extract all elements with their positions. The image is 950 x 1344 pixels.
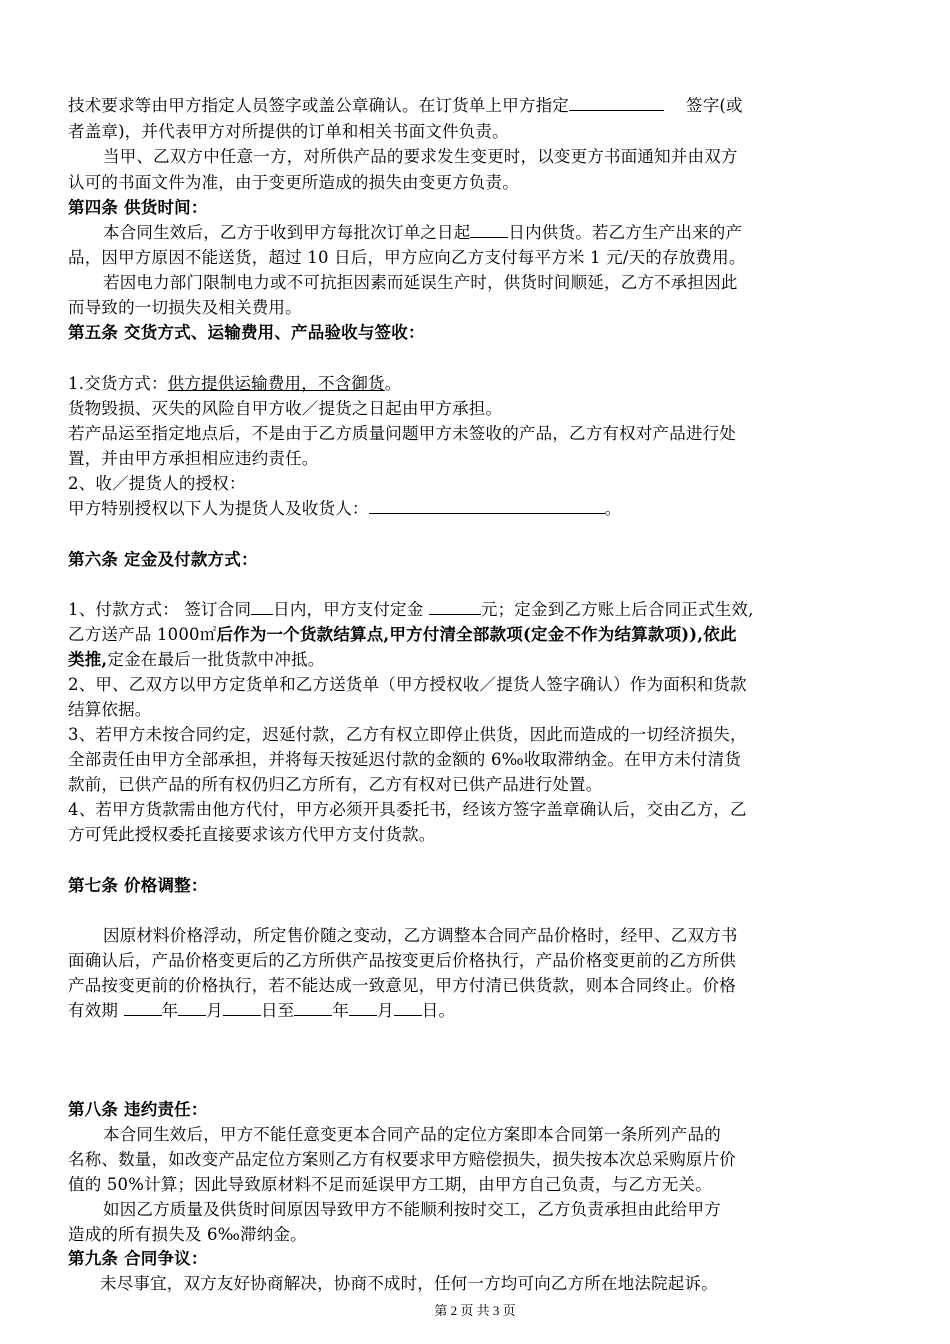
text-line: 类推,定金在最后一批货款中冲抵。 bbox=[68, 650, 325, 669]
year-blank[interactable] bbox=[124, 999, 162, 1016]
text-line: 若产品运至指定地点后，不是由于乙方质量问题甲方未签收的产品，乙方有权对产品进行处 bbox=[68, 424, 736, 443]
day-blank[interactable] bbox=[223, 999, 261, 1016]
month-blank[interactable] bbox=[349, 999, 377, 1016]
article-9-heading: 第九条 合同争议： bbox=[68, 1249, 208, 1268]
article-5-heading: 第五条 交货方式、运输费用、产品验收与签收： bbox=[68, 323, 425, 342]
text-line: 2、甲、乙双方以甲方定货单和乙方送货单（甲方授权收／提货人签字确认）作为面积和货款 bbox=[68, 675, 747, 694]
text-line: 认可的书面文件为准，由于变更所造成的损失由变更方负责。 bbox=[68, 173, 519, 192]
text-line: 面确认后，产品价格变更后的乙方所供产品按变更后价格执行，产品价格变更前的乙方所供 bbox=[68, 951, 736, 970]
text-line: 值的 50%计算；因此导致原材料不足而延误甲方工期，由甲方自己负责，与乙方无关。 bbox=[68, 1175, 712, 1194]
text-line: 产品按变更前的价格执行，若不能达成一致意见，甲方付清已供货款，则本合同终止。价格 bbox=[68, 976, 736, 995]
blank-field[interactable] bbox=[470, 221, 508, 238]
text-line: 名称、数量，如改变产品定位方案则乙方有权要求甲方赔偿损失，损失按本次总采购原片价 bbox=[68, 1150, 736, 1169]
text-line: 款前，已供产品的所有权仍归乙方所有，乙方有权对已供产品进行处置。 bbox=[68, 775, 603, 794]
text-line: 4、若甲方货款需由他方代付，甲方必须开具委托书，经该方签字盖章确认后，交由乙方，乙 bbox=[68, 800, 747, 819]
text-line: 本合同生效后，甲方不能任意变更本合同产品的定位方案即本合同第一条所列产品的 bbox=[103, 1125, 721, 1144]
article-8-heading: 第八条 违约责任： bbox=[68, 1100, 208, 1119]
year-blank[interactable] bbox=[294, 999, 332, 1016]
deposit-blank[interactable] bbox=[429, 598, 481, 615]
text-line: 因原材料价格浮动，所定售价随之变动，乙方调整本合同产品价格时，经甲、乙双方书 bbox=[103, 926, 738, 945]
blank-field[interactable] bbox=[251, 598, 273, 615]
article-7-heading: 第七条 价格调整： bbox=[68, 876, 208, 895]
text-line: 若因电力部门限制电力或不可抗拒因素而延误生产时，供货时间顺延，乙方不承担因此 bbox=[103, 273, 738, 292]
text-line: 乙方送产品 1000㎡后作为一个货款结算点,甲方付清全部款项(定金不作为结算款项)),依此 bbox=[68, 625, 737, 644]
day-blank[interactable] bbox=[394, 999, 422, 1016]
text-line: 2、收／提货人的授权： bbox=[68, 474, 246, 493]
text-line: 未尽事宜，双方友好协商解决，协商不成时，任何一方均可向乙方所在地法院起诉。 bbox=[100, 1274, 718, 1293]
text-line: 本合同生效后，乙方于收到甲方每批次订单之日起 日内供货。若乙方生产出来的产 bbox=[103, 223, 743, 242]
text-line: 3、若甲方未按合同约定，迟延付款，乙方有权立即停止供货，因此而造成的一切经济损失， bbox=[68, 725, 747, 744]
text-line: 技术要求等由甲方指定人员签字或盖公章确认。在订货单上甲方指定 签字(或 bbox=[68, 96, 743, 115]
text-line: 全部责任由甲方全部承担，并将每天按延迟付款的金额的 6‰收取滞纳金。在甲方未付清货 bbox=[68, 750, 742, 769]
text-line: 1.交货方式：供方提供运输费用，不含御货。 bbox=[68, 374, 402, 393]
consignee-blank[interactable] bbox=[369, 497, 605, 514]
text-line: 如因乙方质量及供货时间原因导致甲方不能顺利按时交工，乙方负责承担由此给甲方 bbox=[103, 1200, 721, 1219]
text-line: 甲方特别授权以下人为提货人及收货人： 。 bbox=[68, 499, 622, 518]
month-blank[interactable] bbox=[178, 999, 206, 1016]
text-line: 方可凭此授权委托直接要求该方代甲方支付货款。 bbox=[68, 825, 436, 844]
article-4-heading: 第四条 供货时间： bbox=[68, 198, 208, 217]
text-line: 品，因甲方原因不能送货，超过 10 日后，甲方应向乙方支付每平方米 1 元/天的存放费用。 bbox=[68, 248, 746, 267]
text-line: 1、付款方式： 签订合同 日内，甲方支付定金 元；定金到乙方账上后合同正式生效, bbox=[68, 600, 754, 619]
text-line: 当甲、乙双方中任意一方，对所供产品的要求发生变更时，以变更方书面通知并由双方 bbox=[103, 147, 738, 166]
article-6-heading: 第六条 定金及付款方式： bbox=[68, 550, 258, 569]
text-line: 而导致的一切损失及相关费用。 bbox=[68, 298, 302, 317]
text-line: 造成的所有损失及 6‰滞纳金。 bbox=[68, 1225, 307, 1244]
text-line: 有效期 年 月 日至 年 月 日。 bbox=[68, 1001, 456, 1020]
text-line: 置，并由甲方承担相应违约责任。 bbox=[68, 449, 319, 468]
text-line: 货物毁损、灭失的风险自甲方收／提货之日起由甲方承担。 bbox=[68, 399, 503, 418]
text-line: 结算依据。 bbox=[68, 700, 152, 719]
page-footer: 第 2 页 共 3 页 bbox=[434, 1303, 516, 1318]
text-line: 者盖章)，并代表甲方对所提供的订单和相关书面文件负责。 bbox=[68, 122, 509, 141]
blank-field[interactable] bbox=[569, 94, 664, 111]
